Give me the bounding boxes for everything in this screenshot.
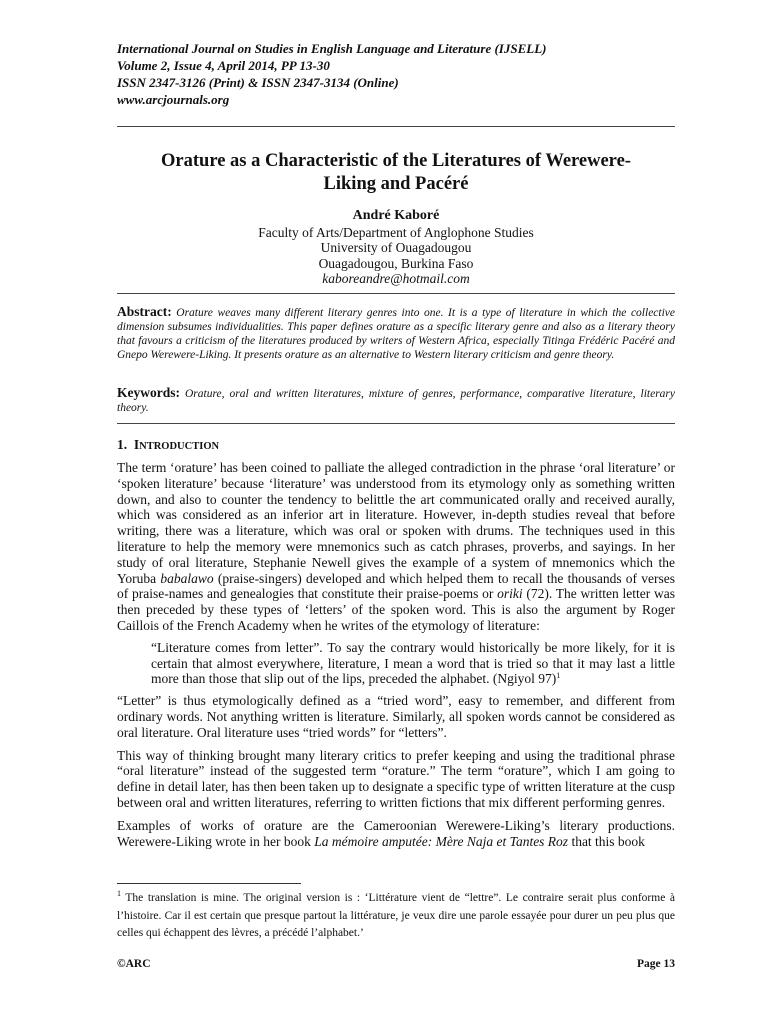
title-line-2: Liking and Pacéré bbox=[323, 174, 469, 194]
journal-volume: Volume 2, Issue 4, April 2014, PP 13-30 bbox=[117, 58, 330, 73]
journal-issn: ISSN 2347-3126 (Print) & ISSN 2347-3134 (Online) bbox=[117, 75, 399, 90]
section-title-rest: NTRODUCTION bbox=[139, 441, 220, 452]
paragraph-4 bbox=[117, 818, 675, 850]
author-university: University of Ouagadougou bbox=[320, 240, 472, 255]
p4-book-title: La mémoire amputée: Mère Naja et Tantes Roz bbox=[314, 833, 569, 849]
author-block bbox=[117, 208, 675, 287]
keywords-text: Orature, oral and written literatures, mixture of genres, performance, comparative literature, literary theory. bbox=[117, 388, 676, 414]
footnote-divider bbox=[117, 883, 301, 884]
abstract-label: Abstract: bbox=[117, 304, 172, 319]
abstract bbox=[117, 305, 675, 362]
section-number: 1. bbox=[117, 437, 128, 452]
footnote-marker: 1 bbox=[117, 889, 121, 898]
page-number: Page 13 bbox=[636, 958, 675, 970]
p1-text-a: The term ‘orature’ has been coined to palliate the alleged contradiction in the phrase ‘oral literature’ or ‘spoken literature’ because ‘literature’ was understood from its etymology only as something written down, and also to counter the tendency to belittle the art communicated orally and received aurally, which was considered as an inferior art in literature. However, in-depth studies reveal that before writing, there was a literature, which was oral or spoken with drums. The techniques used in this literature to help the memory were mnemonics such as catch phrases, proverbs, and sayings. In her study of oral literature, Stephanie Newell gives the example of a system of mnemonics which the Yoruba bbox=[117, 460, 675, 586]
footnote-text: The translation is mine. The original version is : ‘Littérature vient de “lettre”. Le contraire serait plus conforme à l’histoire. Car il est certain que presque partout la littérature, je veux dire une parole essayée pour durer un peu plus que celles qui échappent des lèvres, a précédé l’alphabet.’ bbox=[117, 892, 675, 939]
footer-copyright: ©ARC bbox=[117, 958, 151, 970]
journal-name: International Journal on Studies in English Language and Literature (IJSELL) bbox=[117, 41, 547, 56]
block-quote bbox=[151, 640, 675, 687]
keywords bbox=[117, 386, 675, 415]
abstract-divider bbox=[117, 293, 675, 294]
author-name: André Kaboré bbox=[352, 208, 440, 223]
paper-title bbox=[117, 150, 675, 196]
body-text bbox=[117, 460, 675, 855]
title-line-1: Orature as a Characteristic of the Literatures of Werewere- bbox=[161, 151, 631, 171]
section-heading bbox=[117, 437, 219, 453]
paragraph-3: This way of thinking brought many literary critics to prefer keeping and using the traditional phrase “oral literature” instead of the suggested term “orature.” The term “orature”, which I am going to define in detail later, has then been taken up to designate a specific type of written literature at the cusp between oral and written literatures, referring to written fictions that mix different performing genres. bbox=[117, 747, 675, 810]
p1-text-c: (72). The written letter was then preceded by these types of ‘letters’ of the spoken word. This is also the argument by Roger Caillois of the French Academy when he writes of the etymology of literature: bbox=[117, 586, 675, 633]
abstract-text: Orature weaves many different literary genres into one. It is a type of literature in which the collective dimension subsumes individualities. This paper defines orature as a specific literary genre and also as a literary theory that favours a criticism of the literatures produced by writers of Western Africa, especially Titinga Frédéric Pacéré and Gnepo Werewere-Liking. It presents orature as an alternative to Western literary criticism and genre theory. bbox=[117, 307, 676, 361]
author-email: kaboreandre@hotmail.com bbox=[322, 271, 470, 286]
p1-term-babalawo: babalawo bbox=[160, 570, 214, 586]
p4-text-b: that this book bbox=[568, 833, 645, 849]
quote-text: “Literature comes from letter”. To say the contrary would historically be more likely, for it is certain that almost everywhere, literature, I mean a word that is tried so that it may last a little more than those that slip out of the lips, preceded the alphabet. (Ngiyol 97) bbox=[151, 639, 675, 687]
author-location: Ouagadougou, Burkina Faso bbox=[318, 255, 474, 271]
page-footer bbox=[117, 958, 675, 970]
section-title-initial: I bbox=[133, 437, 140, 452]
paragraph-2: “Letter” is thus etymologically defined as a “tried word”, easy to remember, and different from ordinary words. Not anything written is literature. Similarly, all spoken words cannot be considered as oral literature. Oral literature uses “tried words” for “letters”. bbox=[117, 693, 675, 740]
footnote-ref[interactable]: 1 bbox=[556, 671, 561, 681]
header-divider bbox=[117, 126, 675, 127]
footnote bbox=[117, 890, 675, 943]
journal-website: www.arcjournals.org bbox=[117, 92, 230, 107]
p4-text-a: Examples of works of orature are the Cameroonian Werewere-Liking’s literary productions. Werewere-Liking wrote in her book bbox=[117, 817, 675, 849]
p1-term-oriki: oriki bbox=[497, 586, 523, 602]
paragraph-1 bbox=[117, 460, 675, 634]
keywords-label: Keywords: bbox=[117, 385, 180, 400]
p1-text-b: (praise-singers) developed and which helped them to recall the thousands of verses of praise-names and genealogies that constitute their praise-poems or bbox=[117, 570, 676, 602]
section-divider bbox=[117, 423, 675, 424]
author-department: Faculty of Arts/Department of Anglophone Studies bbox=[258, 224, 534, 240]
journal-header bbox=[117, 40, 546, 108]
